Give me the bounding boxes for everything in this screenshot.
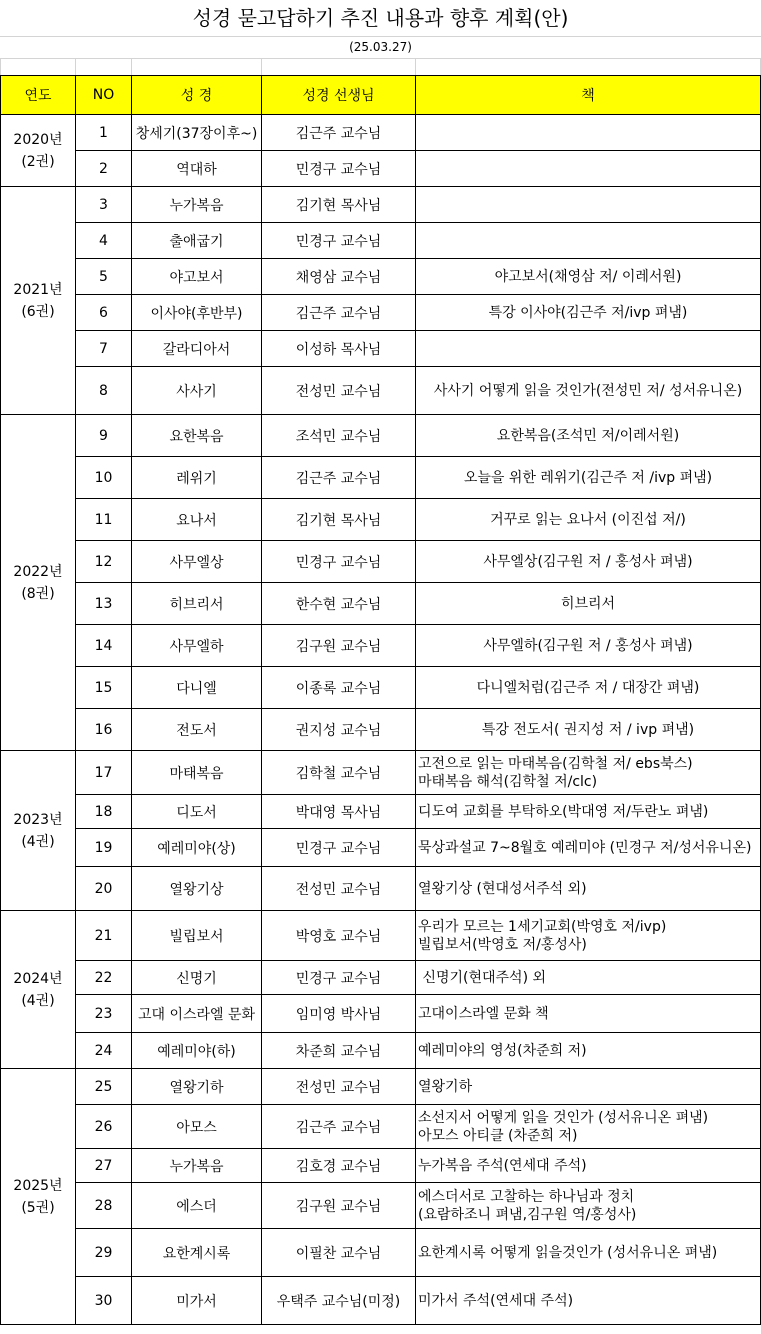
table-row (1, 795, 761, 829)
book-cell (416, 867, 761, 911)
no-cell: 23 (76, 995, 132, 1033)
table-row (1, 995, 761, 1033)
teacher-cell: 이성하 목사님 (262, 331, 416, 367)
book-line: 사사기 어떻게 읽을 것인가(전성민 저/ 성서유니온) (433, 382, 743, 399)
book-cell (416, 415, 761, 457)
year-cell (1, 415, 76, 751)
book-line: 열왕기상 (현대성서주석 외) (418, 880, 587, 897)
no-cell: 13 (76, 583, 132, 625)
teacher-cell: 민경구 교수님 (262, 961, 416, 995)
bible-cell: 에스더 (132, 1183, 262, 1229)
year-count: (4권) (21, 992, 55, 1009)
no-cell: 4 (76, 223, 132, 259)
no-cell: 7 (76, 331, 132, 367)
teacher-cell: 민경구 교수님 (262, 223, 416, 259)
teacher-cell: 김호경 교수님 (262, 1149, 416, 1183)
no-cell: 14 (76, 625, 132, 667)
bible-cell: 요한계시록 (132, 1229, 262, 1277)
header-row (1, 76, 761, 115)
year-count: (2권) (21, 153, 55, 170)
bible-cell: 갈라디아서 (132, 331, 262, 367)
book-cell (416, 367, 761, 415)
bible-cell: 열왕기하 (132, 1069, 262, 1105)
book-cell (416, 667, 761, 709)
year-count: (4권) (21, 833, 55, 850)
book-line: 미가서 주석(연세대 주석) (418, 1292, 574, 1309)
teacher-cell: 조석민 교수님 (262, 415, 416, 457)
book-line: 고전으로 읽는 마태복음(김학철 저/ ebs북스) (418, 755, 693, 772)
bible-cell: 요나서 (132, 499, 262, 541)
teacher-cell: 우택주 교수님(미정) (262, 1277, 416, 1325)
schedule-table (0, 58, 761, 1325)
table-row (1, 1105, 761, 1149)
no-cell: 24 (76, 1033, 132, 1069)
table-row (1, 115, 761, 151)
no-cell: 16 (76, 709, 132, 751)
book-cell (416, 541, 761, 583)
bible-cell: 예레미야(상) (132, 829, 262, 867)
book-cell (416, 151, 761, 187)
book-cell (416, 1229, 761, 1277)
no-cell: 6 (76, 295, 132, 331)
header-year: 연도 (1, 76, 76, 115)
bible-cell: 사무엘하 (132, 625, 262, 667)
teacher-cell: 박대영 목사님 (262, 795, 416, 829)
teacher-cell: 전성민 교수님 (262, 367, 416, 415)
bible-cell: 아모스 (132, 1105, 262, 1149)
book-line: 마태복음 해석(김학철 저/clc) (418, 773, 598, 790)
book-line: 신명기(현대주석) 외 (418, 969, 547, 986)
book-cell (416, 499, 761, 541)
no-cell: 28 (76, 1183, 132, 1229)
bible-cell: 신명기 (132, 961, 262, 995)
teacher-cell: 한수현 교수님 (262, 583, 416, 625)
no-cell: 18 (76, 795, 132, 829)
book-line: 에스더서로 고찰하는 하나님과 정치 (418, 1188, 635, 1205)
no-cell: 9 (76, 415, 132, 457)
bible-cell: 마태복음 (132, 751, 262, 795)
no-cell: 19 (76, 829, 132, 867)
no-cell: 20 (76, 867, 132, 911)
teacher-cell: 전성민 교수님 (262, 1069, 416, 1105)
teacher-cell: 김기현 목사님 (262, 499, 416, 541)
table-row (1, 1033, 761, 1069)
year-count: (5권) (21, 1199, 55, 1216)
year-label: 2023년 (13, 811, 63, 828)
year-cell (1, 911, 76, 1069)
book-line: 누가복음 주석(연세대 주석) (418, 1157, 587, 1174)
year-cell (1, 1069, 76, 1325)
teacher-cell: 전성민 교수님 (262, 867, 416, 911)
teacher-cell: 김근주 교수님 (262, 1105, 416, 1149)
book-cell (416, 911, 761, 961)
bible-cell: 이사야(후반부) (132, 295, 262, 331)
bible-cell: 열왕기상 (132, 867, 262, 911)
bible-cell: 누가복음 (132, 187, 262, 223)
no-cell: 27 (76, 1149, 132, 1183)
no-cell: 22 (76, 961, 132, 995)
book-line: 디도여 교회를 부탁하오(박대영 저/두란노 펴냄) (418, 803, 709, 820)
no-cell: 29 (76, 1229, 132, 1277)
book-cell (416, 1105, 761, 1149)
no-cell: 15 (76, 667, 132, 709)
no-cell: 5 (76, 259, 132, 295)
book-line: 거꾸로 읽는 요나서 (이진섭 저/) (490, 511, 686, 528)
no-cell: 17 (76, 751, 132, 795)
year-label: 2021년 (13, 281, 63, 298)
table-row (1, 867, 761, 911)
teacher-cell: 김구원 교수님 (262, 625, 416, 667)
page-title: 성경 묻고답하기 추진 내용과 향후 계획(안) (0, 0, 761, 37)
no-cell: 2 (76, 151, 132, 187)
year-count: (8권) (21, 585, 55, 602)
table-row (1, 583, 761, 625)
book-line: 소선지서 어떻게 읽을 것인가 (성서유니온 펴냄) (418, 1109, 709, 1126)
table-row (1, 829, 761, 867)
book-cell (416, 829, 761, 867)
table-row (1, 751, 761, 795)
bible-cell: 역대하 (132, 151, 262, 187)
book-cell (416, 295, 761, 331)
spacer-row (1, 59, 761, 76)
no-cell: 11 (76, 499, 132, 541)
book-line: 빌립보서(박영호 저/홍성사) (418, 936, 587, 953)
bible-cell: 요한복음 (132, 415, 262, 457)
book-cell (416, 259, 761, 295)
book-cell (416, 583, 761, 625)
book-line: 사무엘상(김구원 저 / 홍성사 펴냄) (483, 553, 693, 570)
table-row (1, 331, 761, 367)
book-line: 야고보서(채영삼 저/ 이레서원) (494, 268, 682, 285)
table-row (1, 709, 761, 751)
table-row (1, 541, 761, 583)
book-line: 요한복음(조석민 저/이레서원) (496, 427, 680, 444)
bible-cell: 야고보서 (132, 259, 262, 295)
book-cell (416, 115, 761, 151)
table-row (1, 1229, 761, 1277)
table-row (1, 961, 761, 995)
teacher-cell: 임미영 박사님 (262, 995, 416, 1033)
book-line: 우리가 모르는 1세기교회(박영호 저/ivp) (418, 918, 667, 935)
book-line: 열왕기하 (418, 1078, 473, 1095)
book-line: 아모스 아티클 (차준희 저) (418, 1127, 578, 1144)
teacher-cell: 박영호 교수님 (262, 911, 416, 961)
no-cell: 1 (76, 115, 132, 151)
header-no: NO (76, 76, 132, 115)
table-row (1, 295, 761, 331)
teacher-cell: 김구원 교수님 (262, 1183, 416, 1229)
book-line: 예레미야의 영성(차준희 저) (418, 1042, 587, 1059)
book-line: 오늘을 위한 레위기(김근주 저 /ivp 펴냄) (463, 469, 713, 486)
book-cell (416, 1069, 761, 1105)
table-row (1, 367, 761, 415)
year-label: 2025년 (13, 1177, 63, 1194)
no-cell: 10 (76, 457, 132, 499)
table-row (1, 1069, 761, 1105)
no-cell: 3 (76, 187, 132, 223)
teacher-cell: 차준희 교수님 (262, 1033, 416, 1069)
book-line: 요한계시록 어떻게 읽을것인가 (성서유니온 펴냄) (418, 1244, 718, 1261)
book-cell (416, 187, 761, 223)
table-row (1, 1183, 761, 1229)
bible-cell: 예레미야(하) (132, 1033, 262, 1069)
book-cell (416, 625, 761, 667)
table-row (1, 1149, 761, 1183)
book-line: 다니엘처럼(김근주 저 / 대장간 펴냄) (476, 679, 700, 696)
year-count: (6권) (21, 303, 55, 320)
year-cell (1, 187, 76, 415)
bible-cell: 디도서 (132, 795, 262, 829)
book-line: 사무엘하(김구원 저 / 홍성사 펴냄) (483, 637, 693, 654)
table-row (1, 259, 761, 295)
book-cell (416, 795, 761, 829)
teacher-cell: 민경구 교수님 (262, 541, 416, 583)
teacher-cell: 김근주 교수님 (262, 115, 416, 151)
bible-cell: 창세기(37장이후~) (132, 115, 262, 151)
book-cell (416, 961, 761, 995)
teacher-cell: 김기현 목사님 (262, 187, 416, 223)
header-teacher: 성경 선생님 (262, 76, 416, 115)
no-cell: 8 (76, 367, 132, 415)
teacher-cell: 이종록 교수님 (262, 667, 416, 709)
bible-cell: 출애굽기 (132, 223, 262, 259)
teacher-cell: 권지성 교수님 (262, 709, 416, 751)
table-row (1, 625, 761, 667)
no-cell: 21 (76, 911, 132, 961)
teacher-cell: 민경구 교수님 (262, 829, 416, 867)
teacher-cell: 채영삼 교수님 (262, 259, 416, 295)
book-cell (416, 709, 761, 751)
table-row (1, 223, 761, 259)
no-cell: 12 (76, 541, 132, 583)
book-line: 고대이스라엘 문화 책 (418, 1005, 549, 1022)
book-line: 묵상과설교 7~8월호 예레미야 (민경구 저/성서유니온) (418, 839, 752, 856)
book-cell (416, 457, 761, 499)
table-row (1, 667, 761, 709)
year-cell (1, 115, 76, 187)
year-label: 2022년 (13, 563, 63, 580)
book-cell (416, 331, 761, 367)
teacher-cell: 이필찬 교수님 (262, 1229, 416, 1277)
book-line: 특강 이사야(김근주 저/ivp 펴냄) (488, 304, 688, 321)
book-cell (416, 995, 761, 1033)
date-label: (25.03.27) (0, 36, 761, 59)
bible-cell: 사무엘상 (132, 541, 262, 583)
table-row (1, 415, 761, 457)
book-cell (416, 1033, 761, 1069)
book-cell (416, 1183, 761, 1229)
table-row (1, 457, 761, 499)
bible-cell: 미가서 (132, 1277, 262, 1325)
table-row (1, 499, 761, 541)
book-cell (416, 1277, 761, 1325)
bible-cell: 다니엘 (132, 667, 262, 709)
bible-cell: 사사기 (132, 367, 262, 415)
book-line: 특강 전도서( 권지성 저 / ivp 펴냄) (481, 721, 695, 738)
no-cell: 25 (76, 1069, 132, 1105)
book-cell (416, 751, 761, 795)
table-row (1, 911, 761, 961)
book-cell (416, 1149, 761, 1183)
year-label: 2020년 (13, 131, 63, 148)
table-row (1, 1277, 761, 1325)
book-line: (요람하조니 펴냄,김구원 역/홍성사) (418, 1206, 637, 1223)
teacher-cell: 김근주 교수님 (262, 295, 416, 331)
bible-cell: 레위기 (132, 457, 262, 499)
table-row (1, 187, 761, 223)
teacher-cell: 김근주 교수님 (262, 457, 416, 499)
book-cell (416, 223, 761, 259)
bible-cell: 전도서 (132, 709, 262, 751)
year-cell (1, 751, 76, 911)
header-bible: 성 경 (132, 76, 262, 115)
year-label: 2024년 (13, 970, 63, 987)
table-row (1, 151, 761, 187)
book-line: 히브리서 (560, 595, 616, 612)
bible-cell: 고대 이스라엘 문화 (132, 995, 262, 1033)
bible-cell: 누가복음 (132, 1149, 262, 1183)
teacher-cell: 민경구 교수님 (262, 151, 416, 187)
header-book: 책 (416, 76, 761, 115)
teacher-cell: 김학철 교수님 (262, 751, 416, 795)
bible-cell: 히브리서 (132, 583, 262, 625)
bible-cell: 빌립보서 (132, 911, 262, 961)
no-cell: 30 (76, 1277, 132, 1325)
no-cell: 26 (76, 1105, 132, 1149)
